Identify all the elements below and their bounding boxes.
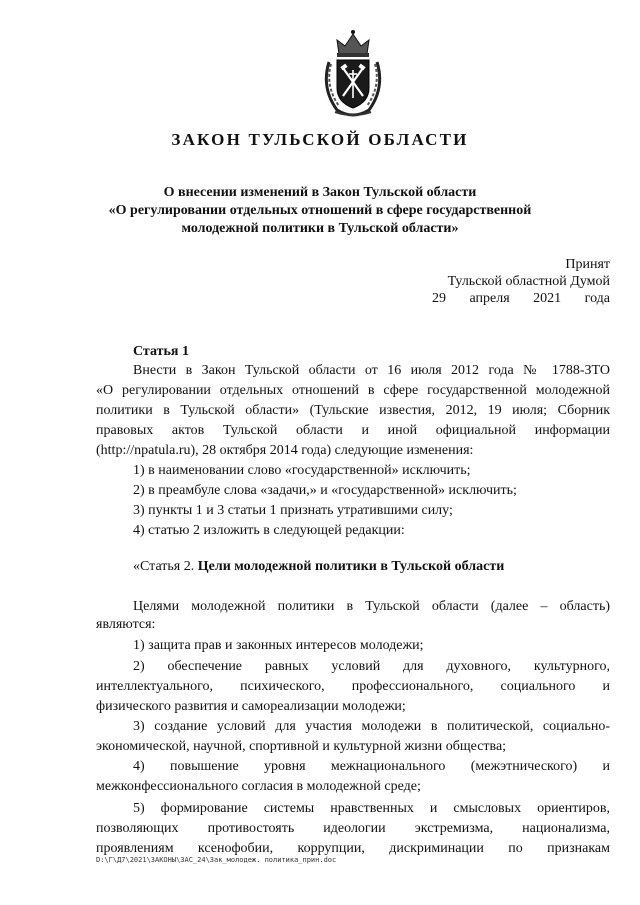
amendment-item: 4) статью 2 изложить в следующей редакции:	[133, 523, 405, 538]
goal-item-4-line: межконфессионального согласия в молодежной среде;	[96, 779, 421, 794]
goal-item-2-line: физического развития и самореализации молодежи;	[96, 699, 406, 714]
goal-item-2-line: интеллектуального, психического, профессионального, социального и	[96, 679, 610, 694]
tula-coat-of-arms-emblem	[317, 28, 389, 120]
amendment-item: 2) в преамбуле слова «задачи,» и «государственной» исключить;	[133, 483, 517, 498]
adoption-month: апреля	[469, 291, 510, 306]
adopted-by: Тульской областной Думой	[447, 274, 610, 289]
goal-item-4-line: 4) повышение уровня межнационального (межэтнического) и	[133, 759, 610, 774]
goal-item-5-line: позволяющих противостоять идеологии экстремизма, национализма,	[96, 821, 610, 836]
article-2-heading	[133, 557, 504, 577]
law-title: ЗАКОН ТУЛЬСКОЙ ОБЛАСТИ	[171, 130, 469, 149]
adoption-year-word: года	[584, 291, 610, 306]
file-path-footer: D:\Г\Д7\2021\ЗАКОНЫ\ЗАС_24\Зак_молодеж. политика_прин.doc	[96, 856, 337, 864]
goals-intro-line: являются:	[96, 617, 156, 632]
article-1-heading: Статья 1	[133, 344, 189, 359]
amendment-item: 1) в наименовании слово «государственной» исключить;	[133, 463, 471, 478]
adoption-date	[432, 290, 610, 307]
article-1-text-line: правовых актов Тульской области и иной официальной информации	[96, 423, 610, 438]
law-subtitle	[80, 184, 560, 238]
goal-item-2-line: 2) обеспечение равных условий для духовного, культурного,	[133, 659, 610, 674]
goal-item-5-line: проявлениям ксенофобии, коррупции, дискриминации по признакам	[96, 841, 610, 856]
goal-item-5-line: 5) формирование системы нравственных и смысловых ориентиров,	[133, 801, 610, 816]
adopted-label: Принят	[565, 257, 610, 272]
adoption-day: 29	[432, 291, 446, 306]
article-1-text-line: политики в Тульской области» (Тульские известия, 2012, 19 июля; Сборник	[96, 403, 610, 418]
goal-item-1: 1) защита прав и законных интересов молодежи;	[133, 638, 424, 653]
article-2-heading-title: Цели молодежной политики в Тульской области	[197, 559, 505, 574]
subtitle-line: О внесении изменений в Закон Тульской области	[163, 185, 477, 200]
article-1-text-line: (http://npatula.ru), 28 октября 2014 года) следующие изменения:	[96, 443, 474, 458]
goals-intro-line: Целями молодежной политики в Тульской области (далее – область)	[133, 599, 610, 614]
amendment-item: 3) пункты 1 и 3 статьи 1 признать утратившими силу;	[133, 503, 453, 518]
article-1-text-line: «О регулировании отдельных отношений в сфере государственной молодежной	[96, 383, 610, 398]
adoption-year: 2021	[533, 291, 562, 306]
goal-item-3-line: 3) создание условий для участия молодежи в политической, социально-	[133, 719, 610, 734]
article-2-heading-prefix: «Статья 2.	[133, 559, 198, 574]
subtitle-line: молодежной политики в Тульской области»	[181, 221, 459, 236]
goal-item-3-line: экономической, научной, спортивной и культурной жизни общества;	[96, 739, 507, 754]
subtitle-line: «О регулировании отдельных отношений в сфере государственной	[108, 203, 532, 218]
article-1-text-line: Внести в Закон Тульской области от 16 июля 2012 года № 1788-ЗТО	[133, 363, 610, 378]
